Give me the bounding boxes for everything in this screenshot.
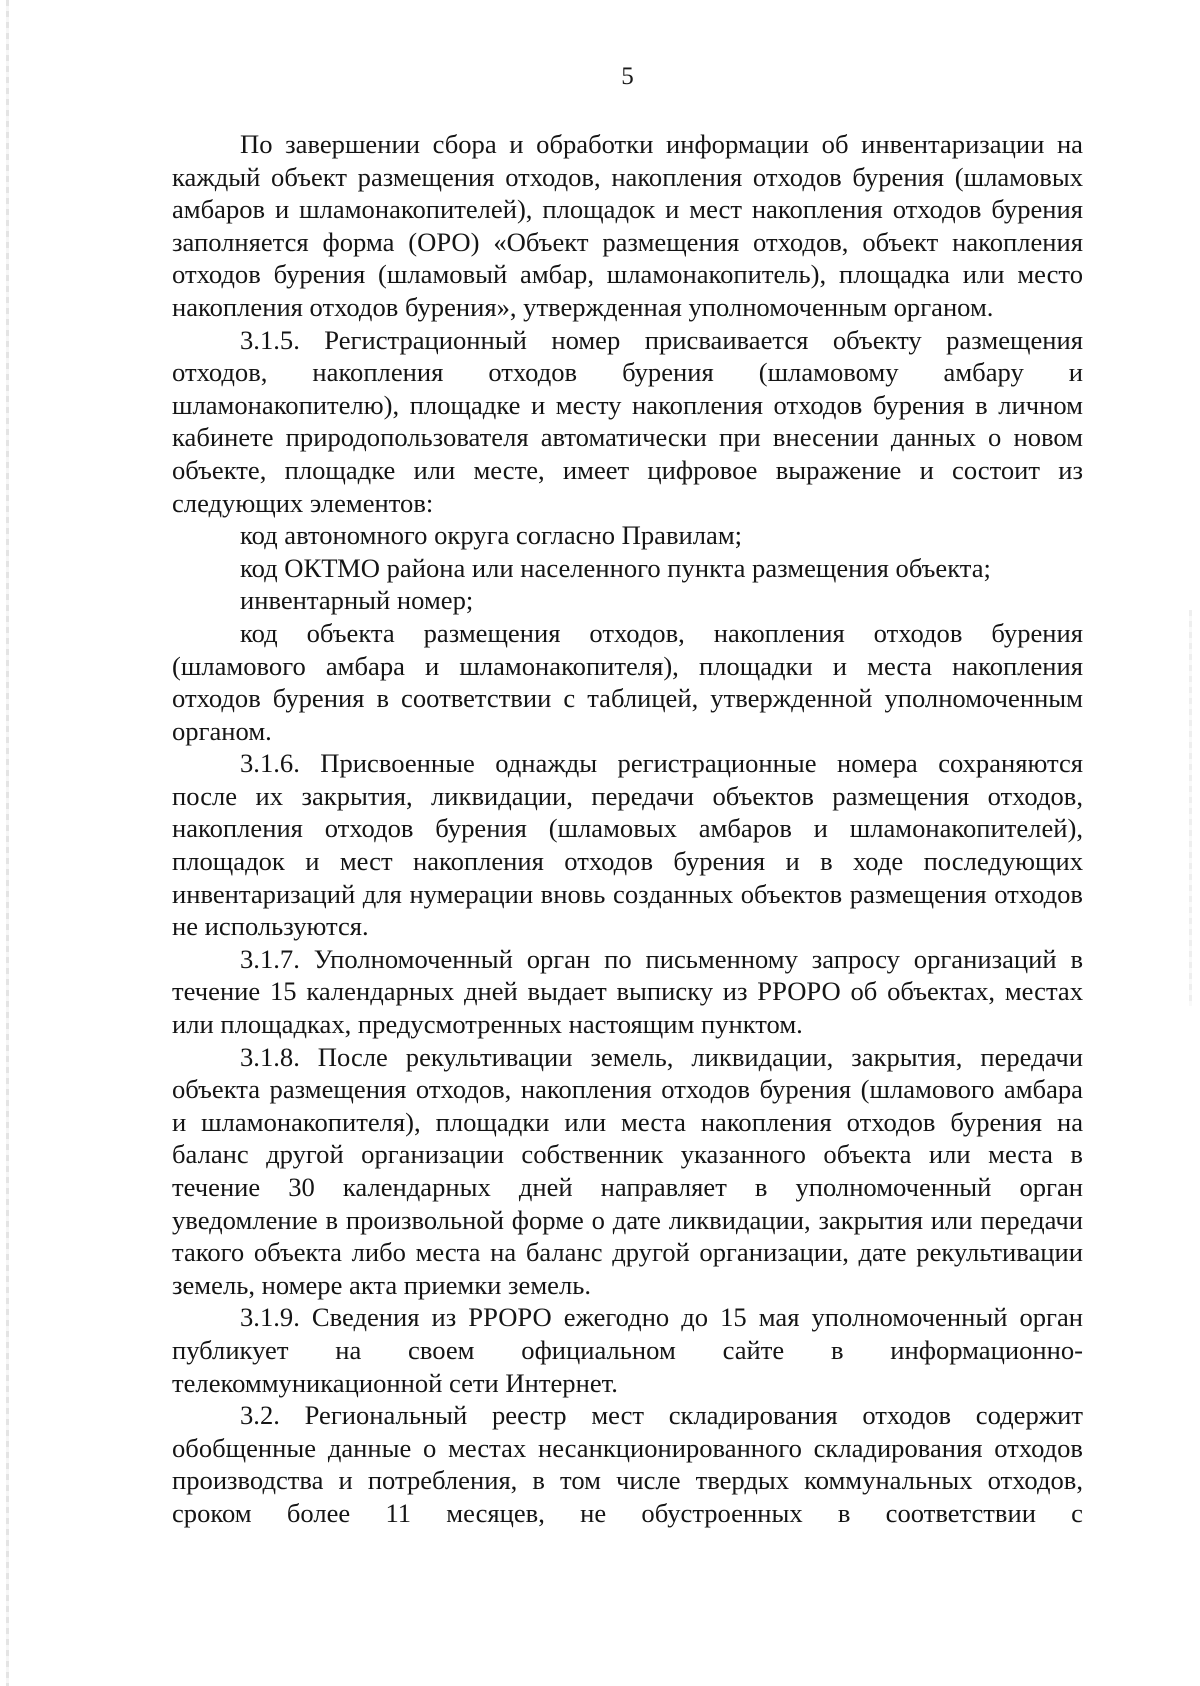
- paragraph-3-1-7: 3.1.7. Уполномоченный орган по письменному запросу организаций в течение 15 календарных дней выдает выписку из РРОРО об объектах, местах или площадках, предусмотренных настоящим пунктом.: [172, 943, 1083, 1040]
- list-item-okrug-code: код автономного округа согласно Правилам;: [240, 520, 743, 551]
- paragraph-inventory-form: По завершении сбора и обработки информации об инвентаризации на каждый объект размещения отходов, накопления отходов бурения (шламовых амбаров и шламонакопителей), площадок и мест накопления отходов бурения заполняется форма (ОРО) «Объект размещения отходов, объект накопления отходов бурения (шламовый амбар, шламонакопитель), площадка или место накопления отходов бурения», утвержденная уполномоченным органом.: [172, 129, 1083, 322]
- paragraph-3-1-8: 3.1.8. После рекультивации земель, ликвидации, закрытия, передачи объекта размещения отходов, накопления отходов бурения (шламового амбара и шламонакопителя), площадки или места накопления отходов бурения на баланс другой организации собственник указанного объекта или места в течение 30 календарных дней направляет в уполномоченный орган уведомление в произвольной форме о дате ликвидации, закрытия или передачи такого объекта либо места на баланс другой организации, дате рекультивации земель, номере акта приемки земель.: [172, 1041, 1083, 1300]
- list-item-object-code: код объекта размещения отходов, накопления отходов бурения (шламового амбара и шламонакопителя), площадки и места накопления отходов бурения в соответствии с таблицей, утвержденной уполномоченным органом.: [172, 617, 1083, 746]
- scan-edge-right: [1189, 610, 1192, 1006]
- document-body: [172, 128, 1083, 1530]
- list-item-inventory-number: инвентарный номер;: [240, 585, 474, 616]
- paragraph-3-1-5: 3.1.5. Регистрационный номер присваивается объекту размещения отходов, накопления отходов бурения (шламовому амбару и шламонакопителю), площадке и месту накопления отходов бурения в личном кабинете природопользователя автоматически при внесении данных о новом объекте, площадке или месте, имеет цифровое выражение и состоит из следующих элементов:: [172, 324, 1083, 518]
- scan-edge-left: [6, 0, 9, 1686]
- list-item-oktmo-code: код ОКТМО района или населенного пункта размещения объекта;: [240, 552, 991, 583]
- paragraph-3-1-6: 3.1.6. Присвоенные однажды регистрационные номера сохраняются после их закрытия, ликвидации, передачи объектов размещения отходов, накопления отходов бурения (шламовых амбаров и шламонакопителей), площадок и мест накопления отходов бурения и в ходе последующих инвентаризаций для нумерации вновь созданных объектов размещения отходов не используются.: [172, 748, 1083, 942]
- page-number: 5: [621, 63, 634, 90]
- paragraph-3-2: 3.2. Региональный реестр мест складирования отходов содержит обобщенные данные о местах несанкционированного складирования отходов производства и потребления, в том числе твердых коммунальных отходов, сроком более 11 месяцев, не обустроенных в соответствии с: [172, 1400, 1083, 1528]
- paragraph-3-1-9: 3.1.9. Сведения из РРОРО ежегодно до 15 мая уполномоченный орган публикует на своем официальном сайте в информационно-телекоммуникационной сети Интернет.: [172, 1302, 1083, 1398]
